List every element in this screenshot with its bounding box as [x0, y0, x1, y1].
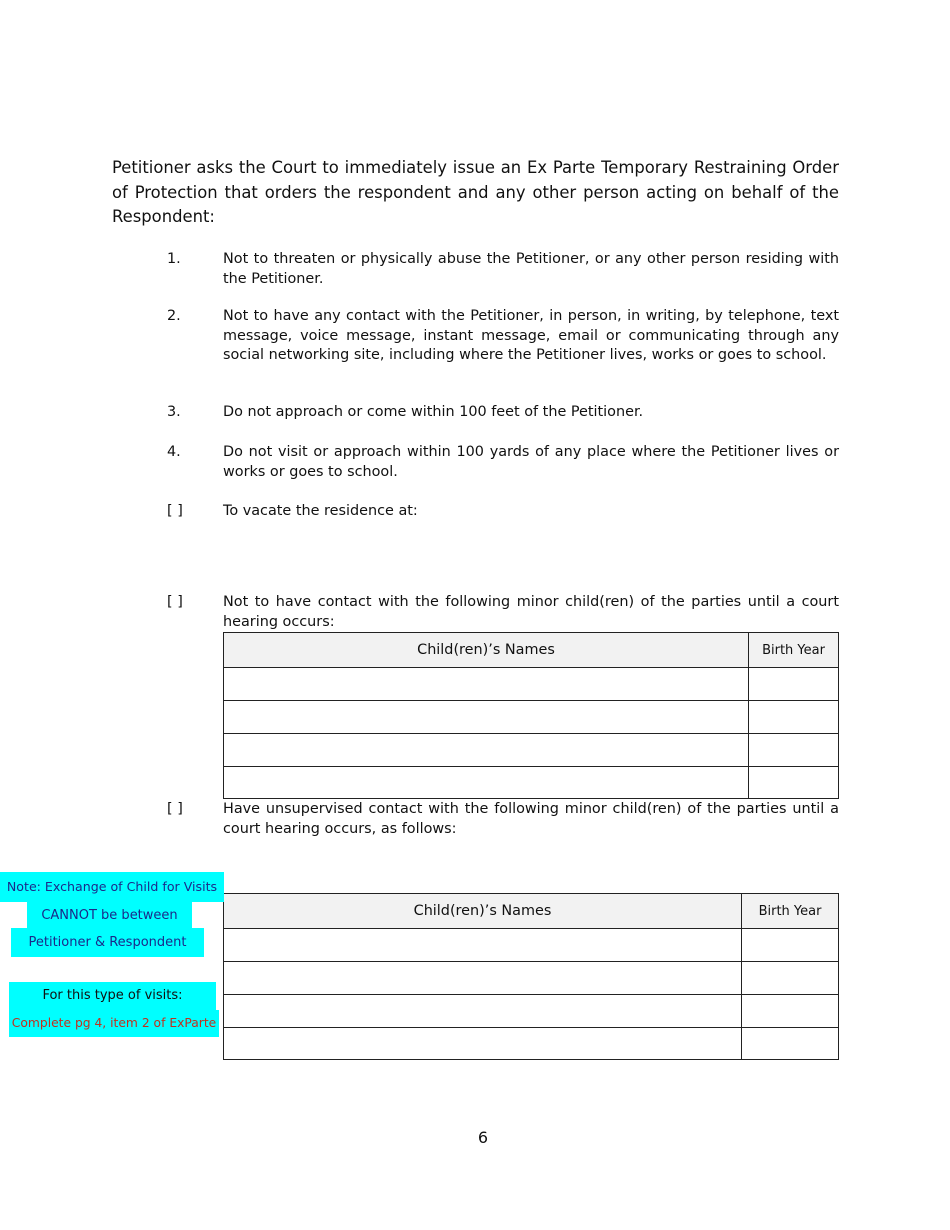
table-row: [224, 734, 839, 767]
children-table-1: [223, 632, 839, 799]
name-cell[interactable]: [224, 1028, 742, 1060]
birth-year-cell[interactable]: [749, 668, 839, 701]
name-cell[interactable]: [224, 995, 742, 1028]
checkbox-marker[interactable]: [ ]: [167, 503, 183, 519]
name-cell[interactable]: [224, 668, 749, 701]
header-birth-year: Birth Year: [749, 633, 839, 668]
item-marker: 4.: [167, 444, 181, 460]
table-row: [224, 668, 839, 701]
header-names: Child(ren)’s Names: [224, 894, 742, 929]
item-text: Not to have contact with the following minor child(ren) of the parties until a court hearing occurs:: [223, 594, 839, 630]
note-line-4: For this type of visits:: [9, 982, 216, 1010]
birth-year-cell[interactable]: [749, 734, 839, 767]
table-row: [224, 962, 839, 995]
item-text: Do not approach or come within 100 feet of the Petitioner.: [223, 404, 644, 420]
item-text: Have unsupervised contact with the following minor child(ren) of the parties until a court hearing occurs, as follows:: [223, 801, 839, 837]
name-cell[interactable]: [224, 701, 749, 734]
table-row: [224, 1028, 839, 1060]
item-no-contact-children-checkbox[interactable]: [167, 593, 839, 632]
item-marker: 2.: [167, 308, 181, 324]
birth-year-cell[interactable]: [742, 962, 839, 995]
table-row: [224, 701, 839, 734]
item-text: Not to have any contact with the Petitioner, in person, in writing, by telephone, text message, voice message, instant message, email or communicating through any social networking site, including where the Petitioner lives, works or goes to school.: [223, 308, 839, 363]
item-text: To vacate the residence at:: [223, 503, 418, 519]
name-cell[interactable]: [224, 734, 749, 767]
item-marker: 1.: [167, 251, 181, 267]
birth-year-cell[interactable]: [742, 929, 839, 962]
note-line-3: Petitioner & Respondent: [11, 928, 204, 957]
intro-paragraph: Petitioner asks the Court to immediately issue an Ex Parte Temporary Restraining Order of Protection that orders the respondent and any other person acting on behalf of the Respondent:: [112, 158, 839, 226]
checkbox-marker[interactable]: [ ]: [167, 801, 183, 817]
item-4: [167, 443, 839, 482]
item-unsupervised-contact-checkbox[interactable]: [167, 800, 839, 839]
table-row: [224, 929, 839, 962]
birth-year-cell[interactable]: [742, 1028, 839, 1060]
birth-year-cell[interactable]: [742, 995, 839, 1028]
name-cell[interactable]: [224, 929, 742, 962]
note-line-1: Note: Exchange of Child for Visits: [0, 872, 224, 902]
item-vacate-checkbox[interactable]: [167, 502, 839, 522]
page-number: 6: [477, 1128, 489, 1147]
item-2: [167, 307, 839, 366]
checkbox-marker[interactable]: [ ]: [167, 594, 183, 610]
item-text: Not to threaten or physically abuse the Petitioner, or any other person residing with the Petitioner.: [223, 251, 839, 287]
item-marker: 3.: [167, 404, 181, 420]
name-cell[interactable]: [224, 962, 742, 995]
birth-year-cell[interactable]: [749, 701, 839, 734]
item-text: Do not visit or approach within 100 yards of any place where the Petitioner lives or works or goes to school.: [223, 444, 839, 480]
birth-year-cell[interactable]: [749, 767, 839, 799]
table-row: [224, 767, 839, 799]
note-line-5: Complete pg 4, item 2 of ExParte: [9, 1010, 219, 1037]
item-3: [167, 403, 839, 423]
name-cell[interactable]: [224, 767, 749, 799]
note-line-2: CANNOT be between: [27, 902, 192, 929]
header-names: Child(ren)’s Names: [224, 633, 749, 668]
item-1: [167, 250, 839, 289]
children-table-2: [223, 893, 839, 1060]
table-row: [224, 995, 839, 1028]
header-birth-year: Birth Year: [742, 894, 839, 929]
